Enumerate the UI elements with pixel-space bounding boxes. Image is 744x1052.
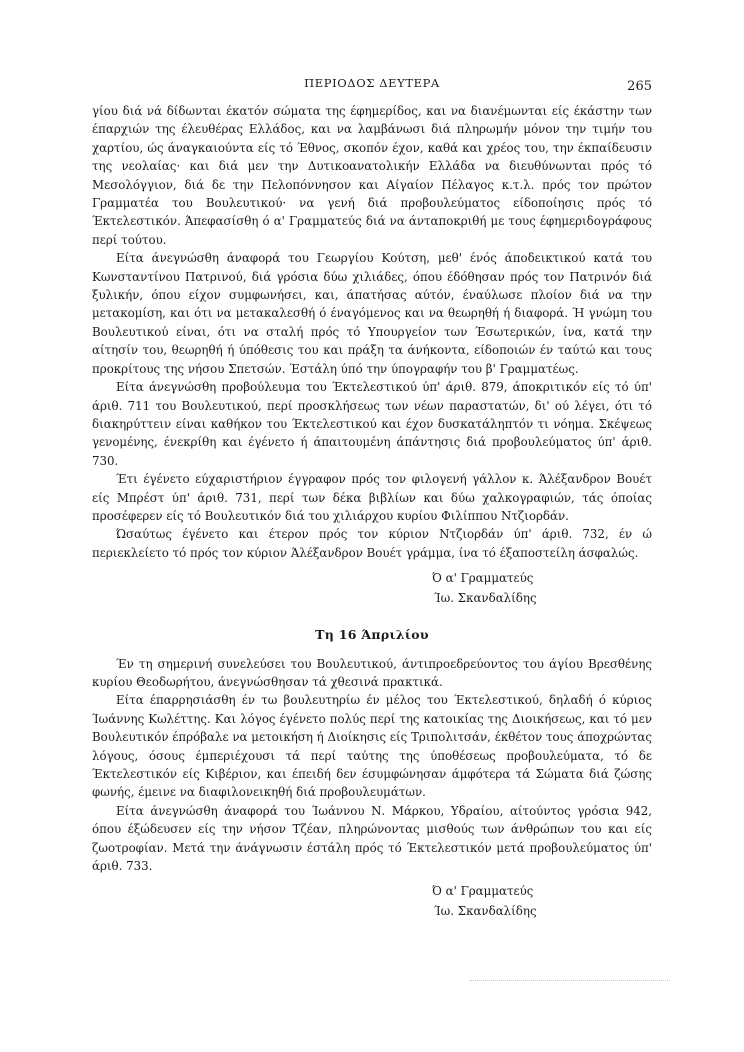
page-number: 265 xyxy=(627,79,652,94)
paragraph-session-opening: Έν τη σημερινή συνελεύσει του Βουλευτικού, άντιπροεδρεύοντος του άγίου Βρεσθένης κυρίου Θεοδωρήτου, άνεγνώσθησαν τά χθεσινά πρακτικά. xyxy=(92,656,652,689)
paragraph-letter-jourdain: Ώσαύτως έγένετο και έτερον πρός τον κύριον Ντζιορδάν ύπ' άριθ. 732, έν ώ περιεκλείετο τό πρός τον κύριον Άλέξανδρον Βουέτ γράμμα, ίνα τό έξαποστείλη άσφαλώς. xyxy=(92,527,652,560)
paragraph-letter-bouet: Έτι έγένετο εύχαριστήριον έγγραφον πρός τον φιλογενή γάλλον κ. Άλέξανδρον Βουέτ είς Μπρέστ ύπ' άριθ. 731, περί των δέκα βιβλίων και δύω χαλκογραφιών, τάς όποίας προσέφερεν είς τό Βουλευτικόν διά του χιλιάρχου κυρίου Φιλίππου Ντζιορδάν. xyxy=(92,472,652,523)
signature-block-1 xyxy=(92,568,652,608)
signature-name: Ίω. Σκανδαλίδης xyxy=(434,591,537,606)
running-head xyxy=(92,76,652,96)
signature-role: Ό α' Γραμματεύς xyxy=(432,884,534,899)
running-title: ΠΕΡΙΟΔΟΣ ΔΕΥΤΕΡΑ xyxy=(304,76,440,90)
signature-block-2 xyxy=(92,881,652,921)
scan-artifact-line xyxy=(470,980,670,983)
signature-role: Ό α' Γραμματεύς xyxy=(432,571,534,586)
signature-name: Ίω. Σκανδαλίδης xyxy=(434,904,537,919)
paragraph-markou-petition: Είτα άνεγνώσθη άναφορά του Ίωάννου Ν. Μάρκου, Υδραίου, αίτούντος γρόσια 942, όπου έξώδευσεν είς την νήσον Τζέαν, πληρώνοντας μισθούς των άνθρώπων του και είς ζωοτροφίαν. Μετά την άνάγνωσιν έστάλη πρός τό Έκτελεστικόν μετά προβουλεύματος ύπ' άριθ. 733. xyxy=(92,803,652,874)
body-text xyxy=(92,102,652,921)
paragraph-koutsis-petition: Είτα άνεγνώσθη άναφορά του Γεωργίου Κούτση, μεθ' ένός άποδεικτικού κατά του Κωνσταντίνου Πατρινού, διά γρόσια δύω χιλιάδες, όπου έδόθησαν πρός τον Πατρινόν διά ξυλικήν, όπου είχον συμφωνήσει, και, άπατήσας αύτόν, έναύλωσε πλοίον διά να την μετακομίση, και ότι να μετακαλεσθή ό έναγόμενος και να θεωρηθή ή διαφορά. Ή γνώμη του Βουλευτικού είναι, ότι να σταλή πρός τό Υπουργείον των Έσωτερικών, ίνα, κατά την αίτησίν του, θεωρηθή ή ύπόθεσις του και πράξη τα άνήκοντα, είδοποιών έν ταύτώ και τους προκρίτους της νήσου Σπετσών. Έστάλη ύπό την ύπογραφήν του β' Γραμματέως. xyxy=(92,251,652,376)
paragraph-kolettis-debate: Είτα έπαρρησιάσθη έν τω βουλευτηρίω έν μέλος του Έκτελεστικού, δηλαδή ό κύριος Ίωάννης Κωλέττης. Και λόγος έγένετο πολύς περί της κατοικίας της Διοικήσεως, και τό μεν Βουλευτικόν έπρόβαλε να μετοικήση ή Διοίκησις είς Τριπολιτσάν, έκθέτον τους άποχρώντας λόγους, όσους έμπεριέχουσι τά περί ταύτης της ύποθέσεως προβουλεύματα, τό δε Έκτελεστικόν είς Κιβέριον, και έπειδή δεν έσυμφώνησαν άμφότερα τά Σώματα διά ζώσης φωνής, έμεινε να διαφιλονεικηθή διά προβουλευμάτων. xyxy=(92,693,652,800)
paragraph-resolution-879: Είτα άνεγνώσθη προβούλευμα του Έκτελεστικού ύπ' άριθ. 879, άποκριτικόν είς τό ύπ' άριθ. 711 του Βουλευτικού, περί προσκλήσεως των νέων παραστατών, δι' ού λέγει, ότι τό διακηρύττειν είναι καθήκον του Έκτελεστικού και έχον δυσκατάληπτόν τι νόημα. Σκέψεως γενομένης, ένεκρίθη και έγένετο ή άπαιτουμένη άπάντησις διά προβουλεύματος ύπ' άριθ. 730. xyxy=(92,380,652,468)
paragraph-continued: γίου διά νά δίδωνται έκατόν σώματα της έφημερίδος, και να διανέμωνται είς έκάστην των έπαρχιών της έλευθέρας Ελλάδος, και να λαμβάνωσι διά πληρωμήν μόνον την τιμήν του χαρτίου, ώς άναγκαιούντα είς τό Έθνος, σκοπόν έχον, καθά και χρέος του, την έκπαίδευσιν της νεολαίας· και διά μεν την Δυτικοανατολικήν Ελλάδα να διευθύνωνται πρός τό Μεσολόγγιον, διά δε την Πελοπόννησον και Αίγαίον Πέλαγος κ.τ.λ. πρός τον πρώτον Γραμματέα του Βουλευτικού· να γενή διά προβουλεύματος είδοποίησις πρός τό Έκτελεστικόν. Άπεφασίσθη ό α' Γραμματεύς διά να άνταποκριθή με τους έφημεριδογράφους περί τούτου. xyxy=(92,104,652,247)
section-heading-date: Τη 16 Άπριλίου xyxy=(315,627,429,643)
